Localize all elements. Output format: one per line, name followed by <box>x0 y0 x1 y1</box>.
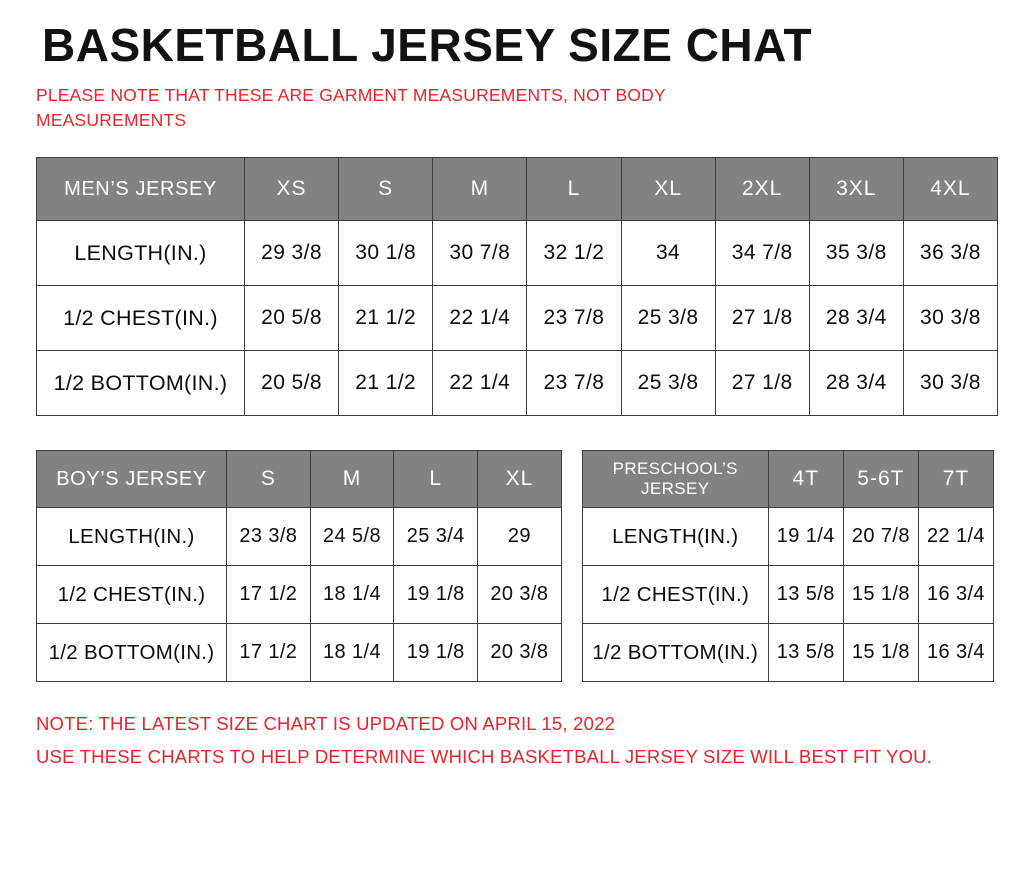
row-label: 1/2 CHEST(IN.) <box>582 566 768 624</box>
footer-note-update: NOTE: THE LATEST SIZE CHART IS UPDATED ON APRIL 15, 2022 <box>36 713 616 735</box>
table-header-row <box>37 451 562 508</box>
page-title: BASKETBALL JERSEY SIZE CHAT <box>42 19 813 71</box>
cell: 19 1/4 <box>768 508 843 566</box>
column-header: MEN’S JERSEY <box>37 158 245 221</box>
cell: 21 1/2 <box>339 286 433 351</box>
cell: 22 1/4 <box>433 351 527 416</box>
table-row <box>37 566 562 624</box>
cell: 25 3/8 <box>621 286 715 351</box>
cell: 21 1/2 <box>339 351 433 416</box>
table-row <box>582 508 993 566</box>
cell: 28 3/4 <box>809 351 903 416</box>
column-header: 2XL <box>715 158 809 221</box>
cell: 29 3/8 <box>245 221 339 286</box>
column-header: XL <box>621 158 715 221</box>
row-label: 1/2 BOTTOM(IN.) <box>37 624 227 682</box>
cell: 19 1/8 <box>394 624 478 682</box>
row-label: LENGTH(IN.) <box>582 508 768 566</box>
column-header: L <box>394 451 478 508</box>
cell: 25 3/8 <box>621 351 715 416</box>
cell: 18 1/4 <box>310 624 394 682</box>
cell: 32 1/2 <box>527 221 621 286</box>
cell: 30 3/8 <box>903 351 997 416</box>
column-header: S <box>227 451 311 508</box>
lower-tables-container <box>36 450 994 682</box>
cell: 20 3/8 <box>478 566 562 624</box>
column-header: 5-6T <box>843 451 918 508</box>
cell: 23 3/8 <box>227 508 311 566</box>
cell: 27 1/8 <box>715 286 809 351</box>
cell: 30 7/8 <box>433 221 527 286</box>
column-header: 7T <box>918 451 993 508</box>
preschool-jersey-size-table <box>582 450 994 682</box>
column-header: BOY’S JERSEY <box>37 451 227 508</box>
column-header: XS <box>245 158 339 221</box>
cell: 19 1/8 <box>394 566 478 624</box>
cell: 30 1/8 <box>339 221 433 286</box>
cell: 20 7/8 <box>843 508 918 566</box>
cell: 23 7/8 <box>527 351 621 416</box>
table-row <box>582 566 993 624</box>
row-label: 1/2 CHEST(IN.) <box>37 566 227 624</box>
cell: 27 1/8 <box>715 351 809 416</box>
cell: 36 3/8 <box>903 221 997 286</box>
boys-jersey-size-table <box>36 450 562 682</box>
column-header: 4T <box>768 451 843 508</box>
cell: 34 <box>621 221 715 286</box>
footer-note-usage: USE THESE CHARTS TO HELP DETERMINE WHICH BASKETBALL JERSEY SIZE WILL BEST FIT YOU. <box>36 745 933 767</box>
row-label: LENGTH(IN.) <box>37 221 245 286</box>
cell: 13 5/8 <box>768 566 843 624</box>
table-row <box>37 351 998 416</box>
table-row <box>37 221 998 286</box>
cell: 13 5/8 <box>768 624 843 682</box>
column-header: S <box>339 158 433 221</box>
row-label: 1/2 BOTTOM(IN.) <box>37 351 245 416</box>
table-row <box>37 286 998 351</box>
cell: 17 1/2 <box>227 624 311 682</box>
column-header: L <box>527 158 621 221</box>
cell: 28 3/4 <box>809 286 903 351</box>
cell: 20 3/8 <box>478 624 562 682</box>
row-label: LENGTH(IN.) <box>37 508 227 566</box>
table-header-row <box>37 158 998 221</box>
cell: 24 5/8 <box>310 508 394 566</box>
cell: 20 5/8 <box>245 351 339 416</box>
cell: 22 1/4 <box>918 508 993 566</box>
cell: 35 3/8 <box>809 221 903 286</box>
cell: 18 1/4 <box>310 566 394 624</box>
table-header-row <box>582 451 993 508</box>
size-chart-page <box>0 20 1024 879</box>
cell: 25 3/4 <box>394 508 478 566</box>
footer-notes <box>36 708 994 773</box>
column-header: XL <box>478 451 562 508</box>
column-header: PRESCHOOL’S JERSEY <box>582 451 768 508</box>
cell: 16 3/4 <box>918 624 993 682</box>
column-header: 4XL <box>903 158 997 221</box>
cell: 15 1/8 <box>843 624 918 682</box>
table-row <box>582 624 993 682</box>
cell: 17 1/2 <box>227 566 311 624</box>
column-header: M <box>310 451 394 508</box>
column-header: 3XL <box>809 158 903 221</box>
column-header: M <box>433 158 527 221</box>
table-row <box>37 624 562 682</box>
row-label: 1/2 CHEST(IN.) <box>37 286 245 351</box>
cell: 34 7/8 <box>715 221 809 286</box>
cell: 16 3/4 <box>918 566 993 624</box>
cell: 23 7/8 <box>527 286 621 351</box>
cell: 20 5/8 <box>245 286 339 351</box>
cell: 22 1/4 <box>433 286 527 351</box>
table-row <box>37 508 562 566</box>
cell: 30 3/8 <box>903 286 997 351</box>
mens-jersey-size-table <box>36 157 998 416</box>
row-label: 1/2 BOTTOM(IN.) <box>582 624 768 682</box>
measurement-disclaimer: PLEASE NOTE THAT THESE ARE GARMENT MEASUREMENTS, NOT BODY MEASUREMENTS <box>36 84 666 130</box>
cell: 15 1/8 <box>843 566 918 624</box>
cell: 29 <box>478 508 562 566</box>
